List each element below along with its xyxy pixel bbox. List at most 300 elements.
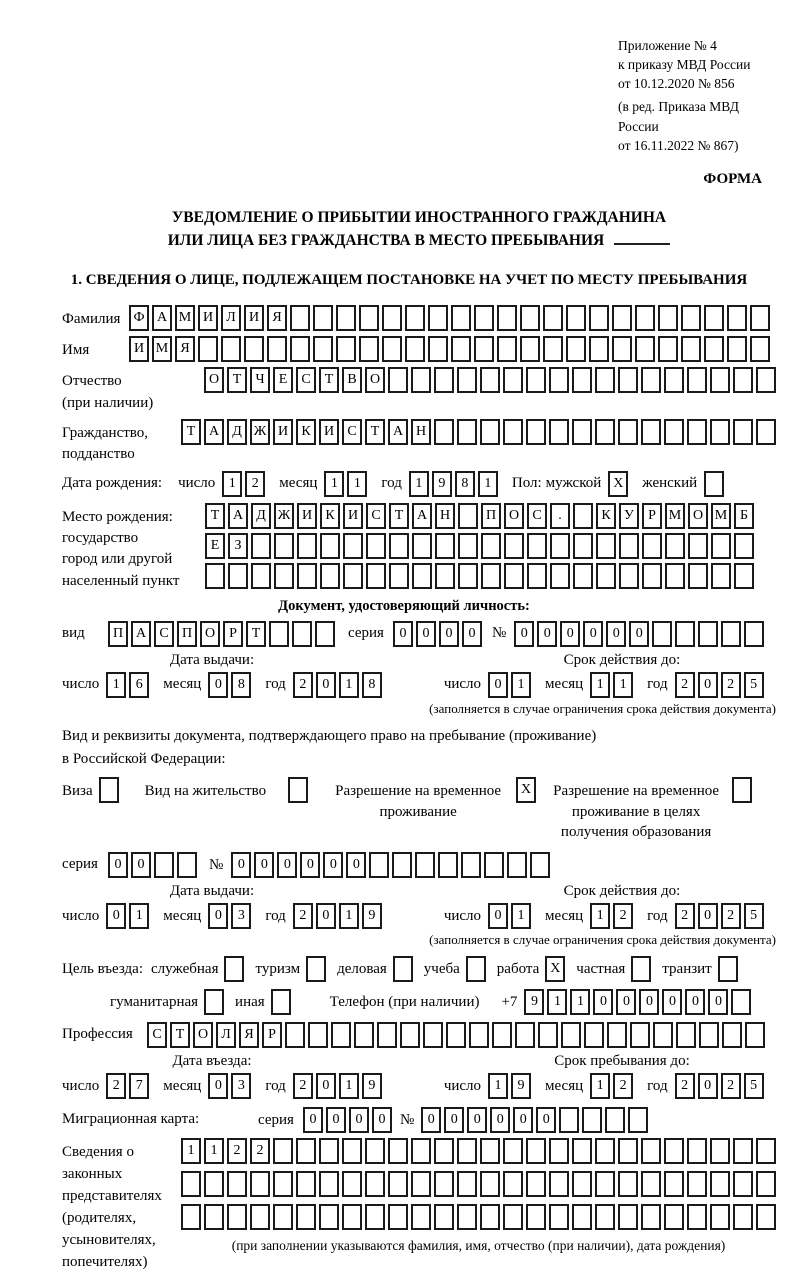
visa-checkbox[interactable] xyxy=(99,777,119,803)
char-cell[interactable] xyxy=(664,1171,684,1197)
purpose-checkbox[interactable] xyxy=(306,956,326,982)
char-cell[interactable] xyxy=(711,533,731,559)
char-cell[interactable] xyxy=(273,1204,293,1230)
char-cell[interactable]: 0 xyxy=(326,1107,346,1133)
char-cell[interactable] xyxy=(428,305,448,331)
char-cell[interactable]: 0 xyxy=(231,852,251,878)
char-cell[interactable]: И xyxy=(319,419,339,445)
char-cell[interactable] xyxy=(607,1022,627,1048)
char-cell[interactable] xyxy=(756,1138,776,1164)
char-cell[interactable] xyxy=(550,563,570,589)
char-cell[interactable] xyxy=(181,1171,201,1197)
char-cell[interactable]: Н xyxy=(435,503,455,529)
char-cell[interactable] xyxy=(566,336,586,362)
char-cell[interactable]: Т xyxy=(181,419,201,445)
char-cell[interactable] xyxy=(343,563,363,589)
char-cell[interactable] xyxy=(484,852,504,878)
char-cell[interactable] xyxy=(274,533,294,559)
char-cell[interactable]: 0 xyxy=(616,989,636,1015)
char-cell[interactable]: И xyxy=(198,305,218,331)
char-cell[interactable]: 1 xyxy=(222,471,242,497)
char-cell[interactable] xyxy=(415,852,435,878)
char-cell[interactable] xyxy=(319,1138,339,1164)
char-cell[interactable]: 1 xyxy=(339,903,359,929)
char-cell[interactable]: 5 xyxy=(744,903,764,929)
char-cell[interactable] xyxy=(605,1107,625,1133)
char-cell[interactable]: 0 xyxy=(316,672,336,698)
char-cell[interactable]: Р xyxy=(223,621,243,647)
char-cell[interactable] xyxy=(320,563,340,589)
char-cell[interactable] xyxy=(618,1138,638,1164)
char-cell[interactable]: Т xyxy=(227,367,247,393)
char-cell[interactable]: И xyxy=(297,503,317,529)
char-cell[interactable] xyxy=(411,1171,431,1197)
purpose-checkbox[interactable] xyxy=(393,956,413,982)
char-cell[interactable] xyxy=(641,1204,661,1230)
char-cell[interactable] xyxy=(451,305,471,331)
char-cell[interactable] xyxy=(296,1138,316,1164)
char-cell[interactable]: И xyxy=(244,305,264,331)
char-cell[interactable]: 0 xyxy=(131,852,151,878)
char-cell[interactable] xyxy=(359,305,379,331)
char-cell[interactable]: 0 xyxy=(462,621,482,647)
char-cell[interactable] xyxy=(492,1022,512,1048)
char-cell[interactable] xyxy=(658,305,678,331)
char-cell[interactable] xyxy=(745,1022,765,1048)
char-cell[interactable]: 8 xyxy=(455,471,475,497)
char-cell[interactable] xyxy=(366,563,386,589)
char-cell[interactable] xyxy=(388,1138,408,1164)
char-cell[interactable]: С xyxy=(154,621,174,647)
char-cell[interactable]: 0 xyxy=(490,1107,510,1133)
char-cell[interactable]: 1 xyxy=(339,672,359,698)
char-cell[interactable] xyxy=(377,1022,397,1048)
char-cell[interactable] xyxy=(221,336,241,362)
char-cell[interactable] xyxy=(435,563,455,589)
char-cell[interactable] xyxy=(561,1022,581,1048)
char-cell[interactable]: 2 xyxy=(675,672,695,698)
char-cell[interactable] xyxy=(392,852,412,878)
char-cell[interactable] xyxy=(619,533,639,559)
char-cell[interactable] xyxy=(438,852,458,878)
char-cell[interactable]: З xyxy=(228,533,248,559)
char-cell[interactable] xyxy=(244,336,264,362)
char-cell[interactable] xyxy=(497,305,517,331)
char-cell[interactable] xyxy=(733,1138,753,1164)
char-cell[interactable]: 0 xyxy=(421,1107,441,1133)
char-cell[interactable]: 0 xyxy=(488,903,508,929)
char-cell[interactable]: О xyxy=(200,621,220,647)
char-cell[interactable]: 1 xyxy=(181,1138,201,1164)
char-cell[interactable] xyxy=(687,367,707,393)
char-cell[interactable] xyxy=(664,367,684,393)
char-cell[interactable] xyxy=(595,1171,615,1197)
char-cell[interactable] xyxy=(480,1171,500,1197)
char-cell[interactable] xyxy=(641,1171,661,1197)
char-cell[interactable]: С xyxy=(366,503,386,529)
char-cell[interactable] xyxy=(336,305,356,331)
char-cell[interactable] xyxy=(595,1204,615,1230)
char-cell[interactable]: И xyxy=(273,419,293,445)
char-cell[interactable]: 3 xyxy=(231,903,251,929)
char-cell[interactable]: 0 xyxy=(316,903,336,929)
char-cell[interactable] xyxy=(177,852,197,878)
char-cell[interactable] xyxy=(688,563,708,589)
char-cell[interactable]: 1 xyxy=(511,672,531,698)
char-cell[interactable]: 9 xyxy=(432,471,452,497)
purpose-checkbox[interactable] xyxy=(466,956,486,982)
char-cell[interactable] xyxy=(612,336,632,362)
char-cell[interactable] xyxy=(369,852,389,878)
char-cell[interactable] xyxy=(641,419,661,445)
char-cell[interactable] xyxy=(434,1138,454,1164)
char-cell[interactable] xyxy=(687,419,707,445)
char-cell[interactable] xyxy=(313,336,333,362)
purpose-checkbox[interactable]: X xyxy=(545,956,565,982)
char-cell[interactable] xyxy=(292,621,312,647)
char-cell[interactable] xyxy=(405,336,425,362)
char-cell[interactable] xyxy=(285,1022,305,1048)
char-cell[interactable]: С xyxy=(296,367,316,393)
char-cell[interactable]: 5 xyxy=(744,672,764,698)
temp-residence-checkbox[interactable]: X xyxy=(516,777,536,803)
char-cell[interactable] xyxy=(412,533,432,559)
char-cell[interactable]: А xyxy=(152,305,172,331)
char-cell[interactable] xyxy=(320,533,340,559)
char-cell[interactable] xyxy=(423,1022,443,1048)
purpose-checkbox[interactable] xyxy=(718,956,738,982)
char-cell[interactable] xyxy=(612,305,632,331)
char-cell[interactable] xyxy=(527,533,547,559)
char-cell[interactable] xyxy=(461,852,481,878)
char-cell[interactable]: 0 xyxy=(488,672,508,698)
char-cell[interactable] xyxy=(618,419,638,445)
char-cell[interactable] xyxy=(365,1138,385,1164)
char-cell[interactable] xyxy=(664,419,684,445)
char-cell[interactable] xyxy=(734,533,754,559)
char-cell[interactable]: Р xyxy=(642,503,662,529)
char-cell[interactable] xyxy=(434,419,454,445)
char-cell[interactable] xyxy=(503,367,523,393)
char-cell[interactable] xyxy=(412,563,432,589)
purpose-checkbox[interactable] xyxy=(631,956,651,982)
char-cell[interactable] xyxy=(549,367,569,393)
char-cell[interactable]: 2 xyxy=(293,1073,313,1099)
char-cell[interactable]: 6 xyxy=(129,672,149,698)
char-cell[interactable] xyxy=(457,419,477,445)
char-cell[interactable] xyxy=(365,1204,385,1230)
char-cell[interactable] xyxy=(469,1022,489,1048)
char-cell[interactable] xyxy=(198,336,218,362)
char-cell[interactable]: 2 xyxy=(293,672,313,698)
char-cell[interactable]: 1 xyxy=(324,471,344,497)
char-cell[interactable] xyxy=(458,503,478,529)
char-cell[interactable]: 1 xyxy=(204,1138,224,1164)
char-cell[interactable] xyxy=(595,419,615,445)
char-cell[interactable] xyxy=(319,1171,339,1197)
char-cell[interactable] xyxy=(520,305,540,331)
char-cell[interactable] xyxy=(572,1171,592,1197)
char-cell[interactable] xyxy=(710,367,730,393)
char-cell[interactable]: О xyxy=(204,367,224,393)
char-cell[interactable] xyxy=(595,367,615,393)
char-cell[interactable] xyxy=(515,1022,535,1048)
char-cell[interactable] xyxy=(296,1204,316,1230)
char-cell[interactable]: 0 xyxy=(208,903,228,929)
char-cell[interactable]: С xyxy=(147,1022,167,1048)
char-cell[interactable]: 0 xyxy=(323,852,343,878)
char-cell[interactable] xyxy=(457,1171,477,1197)
char-cell[interactable]: Т xyxy=(319,367,339,393)
char-cell[interactable]: 1 xyxy=(590,672,610,698)
char-cell[interactable]: И xyxy=(129,336,149,362)
char-cell[interactable] xyxy=(756,419,776,445)
char-cell[interactable]: С xyxy=(527,503,547,529)
char-cell[interactable] xyxy=(704,305,724,331)
purpose-checkbox[interactable] xyxy=(271,989,291,1015)
char-cell[interactable]: 2 xyxy=(675,1073,695,1099)
char-cell[interactable] xyxy=(710,1204,730,1230)
char-cell[interactable] xyxy=(205,563,225,589)
char-cell[interactable]: Е xyxy=(273,367,293,393)
char-cell[interactable]: 0 xyxy=(537,621,557,647)
char-cell[interactable]: 7 xyxy=(129,1073,149,1099)
char-cell[interactable]: 2 xyxy=(613,1073,633,1099)
char-cell[interactable] xyxy=(618,1204,638,1230)
char-cell[interactable] xyxy=(480,1138,500,1164)
char-cell[interactable]: 0 xyxy=(372,1107,392,1133)
char-cell[interactable] xyxy=(687,1138,707,1164)
char-cell[interactable]: 0 xyxy=(606,621,626,647)
char-cell[interactable] xyxy=(710,419,730,445)
char-cell[interactable]: П xyxy=(177,621,197,647)
char-cell[interactable] xyxy=(589,305,609,331)
char-cell[interactable] xyxy=(497,336,517,362)
char-cell[interactable] xyxy=(750,336,770,362)
char-cell[interactable]: 0 xyxy=(536,1107,556,1133)
male-checkbox[interactable]: X xyxy=(608,471,628,497)
char-cell[interactable] xyxy=(527,563,547,589)
char-cell[interactable] xyxy=(389,563,409,589)
char-cell[interactable] xyxy=(756,1204,776,1230)
char-cell[interactable] xyxy=(251,533,271,559)
char-cell[interactable] xyxy=(573,503,593,529)
char-cell[interactable]: Т xyxy=(246,621,266,647)
char-cell[interactable] xyxy=(688,533,708,559)
char-cell[interactable] xyxy=(434,367,454,393)
char-cell[interactable] xyxy=(710,1171,730,1197)
char-cell[interactable]: П xyxy=(481,503,501,529)
char-cell[interactable] xyxy=(711,563,731,589)
char-cell[interactable]: 0 xyxy=(303,1107,323,1133)
char-cell[interactable]: Ф xyxy=(129,305,149,331)
char-cell[interactable]: 1 xyxy=(590,903,610,929)
char-cell[interactable] xyxy=(733,367,753,393)
char-cell[interactable]: К xyxy=(320,503,340,529)
char-cell[interactable] xyxy=(290,336,310,362)
char-cell[interactable] xyxy=(504,533,524,559)
char-cell[interactable] xyxy=(434,1171,454,1197)
char-cell[interactable]: 0 xyxy=(467,1107,487,1133)
char-cell[interactable] xyxy=(618,367,638,393)
char-cell[interactable] xyxy=(733,1204,753,1230)
char-cell[interactable]: Я xyxy=(175,336,195,362)
char-cell[interactable] xyxy=(297,533,317,559)
char-cell[interactable] xyxy=(411,367,431,393)
char-cell[interactable] xyxy=(382,305,402,331)
char-cell[interactable] xyxy=(388,367,408,393)
char-cell[interactable]: 1 xyxy=(613,672,633,698)
char-cell[interactable]: 9 xyxy=(511,1073,531,1099)
char-cell[interactable] xyxy=(687,1204,707,1230)
char-cell[interactable]: О xyxy=(504,503,524,529)
char-cell[interactable]: Р xyxy=(262,1022,282,1048)
char-cell[interactable]: В xyxy=(342,367,362,393)
char-cell[interactable] xyxy=(756,367,776,393)
char-cell[interactable]: Д xyxy=(251,503,271,529)
char-cell[interactable] xyxy=(676,1022,696,1048)
char-cell[interactable]: 2 xyxy=(721,903,741,929)
char-cell[interactable]: 2 xyxy=(721,1073,741,1099)
char-cell[interactable] xyxy=(503,419,523,445)
char-cell[interactable] xyxy=(642,563,662,589)
char-cell[interactable] xyxy=(296,1171,316,1197)
char-cell[interactable] xyxy=(635,305,655,331)
char-cell[interactable] xyxy=(269,621,289,647)
char-cell[interactable] xyxy=(480,419,500,445)
char-cell[interactable] xyxy=(652,621,672,647)
char-cell[interactable] xyxy=(457,1138,477,1164)
char-cell[interactable] xyxy=(181,1204,201,1230)
char-cell[interactable] xyxy=(543,305,563,331)
char-cell[interactable]: А xyxy=(204,419,224,445)
char-cell[interactable]: А xyxy=(131,621,151,647)
char-cell[interactable]: 0 xyxy=(698,1073,718,1099)
char-cell[interactable]: 0 xyxy=(106,903,126,929)
char-cell[interactable]: 1 xyxy=(590,1073,610,1099)
char-cell[interactable] xyxy=(573,533,593,559)
char-cell[interactable] xyxy=(699,1022,719,1048)
char-cell[interactable]: Т xyxy=(205,503,225,529)
char-cell[interactable] xyxy=(481,533,501,559)
char-cell[interactable] xyxy=(727,305,747,331)
char-cell[interactable] xyxy=(388,1171,408,1197)
char-cell[interactable]: 0 xyxy=(685,989,705,1015)
purpose-checkbox[interactable] xyxy=(224,956,244,982)
char-cell[interactable] xyxy=(681,336,701,362)
char-cell[interactable] xyxy=(681,305,701,331)
char-cell[interactable]: 2 xyxy=(293,903,313,929)
char-cell[interactable] xyxy=(584,1022,604,1048)
char-cell[interactable] xyxy=(342,1171,362,1197)
char-cell[interactable] xyxy=(480,1204,500,1230)
char-cell[interactable]: 0 xyxy=(593,989,613,1015)
char-cell[interactable] xyxy=(503,1204,523,1230)
char-cell[interactable]: 0 xyxy=(346,852,366,878)
char-cell[interactable] xyxy=(388,1204,408,1230)
char-cell[interactable]: 0 xyxy=(514,621,534,647)
char-cell[interactable]: 3 xyxy=(231,1073,251,1099)
char-cell[interactable] xyxy=(331,1022,351,1048)
char-cell[interactable]: 0 xyxy=(560,621,580,647)
char-cell[interactable] xyxy=(400,1022,420,1048)
char-cell[interactable] xyxy=(572,1204,592,1230)
char-cell[interactable] xyxy=(336,336,356,362)
char-cell[interactable]: 9 xyxy=(362,903,382,929)
char-cell[interactable] xyxy=(658,336,678,362)
char-cell[interactable]: 0 xyxy=(208,1073,228,1099)
char-cell[interactable]: Д xyxy=(227,419,247,445)
char-cell[interactable] xyxy=(710,1138,730,1164)
char-cell[interactable] xyxy=(228,563,248,589)
char-cell[interactable]: 0 xyxy=(108,852,128,878)
char-cell[interactable]: М xyxy=(711,503,731,529)
char-cell[interactable] xyxy=(566,305,586,331)
char-cell[interactable]: 0 xyxy=(208,672,228,698)
char-cell[interactable] xyxy=(359,336,379,362)
char-cell[interactable] xyxy=(595,1138,615,1164)
char-cell[interactable] xyxy=(589,336,609,362)
char-cell[interactable]: Т xyxy=(170,1022,190,1048)
char-cell[interactable]: М xyxy=(175,305,195,331)
char-cell[interactable]: 5 xyxy=(744,1073,764,1099)
char-cell[interactable]: 0 xyxy=(629,621,649,647)
char-cell[interactable] xyxy=(250,1204,270,1230)
char-cell[interactable]: 0 xyxy=(416,621,436,647)
char-cell[interactable]: Н xyxy=(411,419,431,445)
char-cell[interactable] xyxy=(596,533,616,559)
char-cell[interactable] xyxy=(618,1171,638,1197)
char-cell[interactable]: А xyxy=(388,419,408,445)
char-cell[interactable]: У xyxy=(619,503,639,529)
char-cell[interactable] xyxy=(457,1204,477,1230)
char-cell[interactable]: 0 xyxy=(316,1073,336,1099)
char-cell[interactable] xyxy=(559,1107,579,1133)
char-cell[interactable] xyxy=(474,305,494,331)
char-cell[interactable] xyxy=(628,1107,648,1133)
char-cell[interactable]: 2 xyxy=(675,903,695,929)
char-cell[interactable] xyxy=(458,563,478,589)
char-cell[interactable] xyxy=(227,1171,247,1197)
char-cell[interactable] xyxy=(290,305,310,331)
char-cell[interactable]: Ж xyxy=(274,503,294,529)
char-cell[interactable] xyxy=(411,1204,431,1230)
char-cell[interactable]: С xyxy=(342,419,362,445)
char-cell[interactable] xyxy=(619,563,639,589)
char-cell[interactable] xyxy=(756,1171,776,1197)
char-cell[interactable] xyxy=(665,533,685,559)
char-cell[interactable] xyxy=(635,336,655,362)
char-cell[interactable] xyxy=(687,1171,707,1197)
char-cell[interactable] xyxy=(250,1171,270,1197)
char-cell[interactable]: М xyxy=(152,336,172,362)
char-cell[interactable] xyxy=(480,367,500,393)
char-cell[interactable]: 0 xyxy=(698,672,718,698)
char-cell[interactable] xyxy=(435,533,455,559)
char-cell[interactable]: Л xyxy=(216,1022,236,1048)
char-cell[interactable]: 1 xyxy=(339,1073,359,1099)
char-cell[interactable] xyxy=(538,1022,558,1048)
char-cell[interactable] xyxy=(389,533,409,559)
char-cell[interactable] xyxy=(315,621,335,647)
char-cell[interactable]: Б xyxy=(734,503,754,529)
char-cell[interactable] xyxy=(451,336,471,362)
char-cell[interactable] xyxy=(572,1138,592,1164)
char-cell[interactable] xyxy=(227,1204,247,1230)
char-cell[interactable] xyxy=(731,989,751,1015)
char-cell[interactable] xyxy=(543,336,563,362)
char-cell[interactable]: О xyxy=(688,503,708,529)
